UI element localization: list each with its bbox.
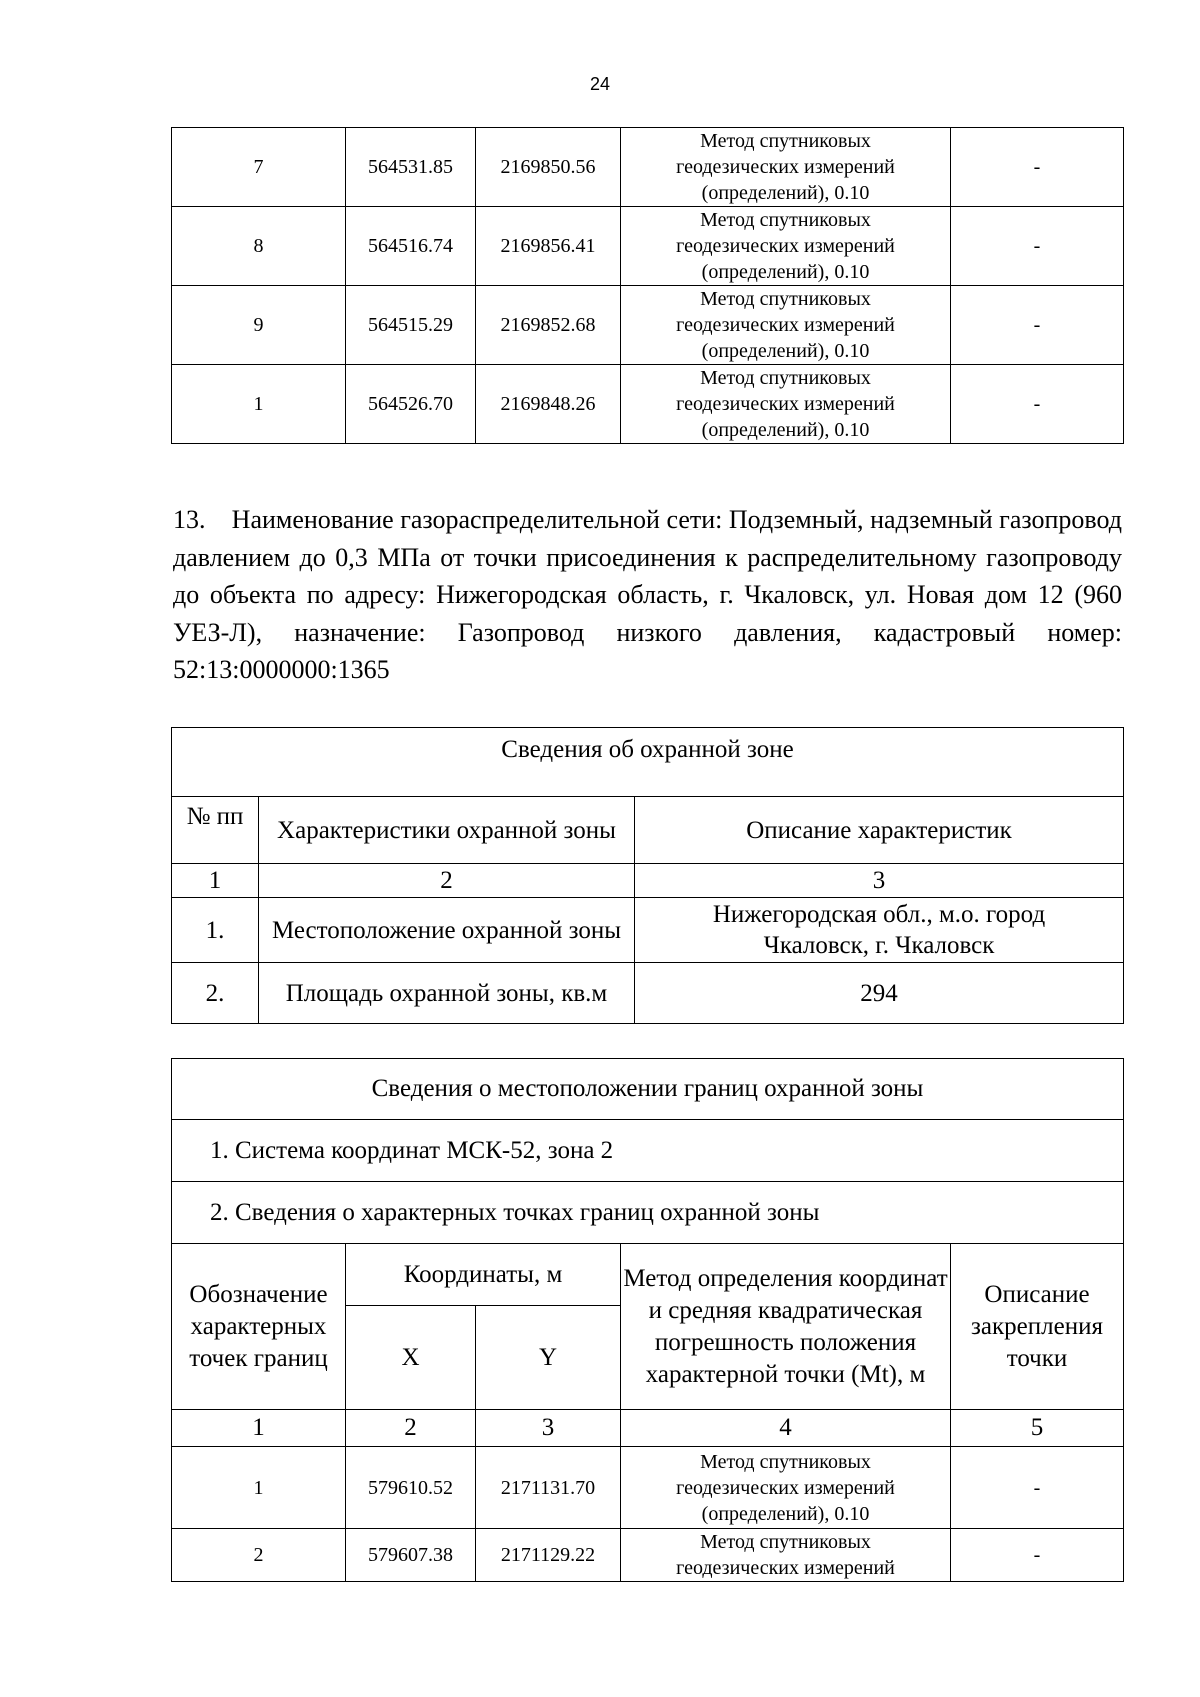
coordinates-table-continuation xyxy=(171,127,1124,444)
coord-x: 564516.74 xyxy=(346,207,476,286)
point-number: 9 xyxy=(172,286,346,365)
page-number: 24 xyxy=(589,74,611,94)
header-coordinates: Координаты, м xyxy=(346,1244,621,1306)
coord-x: 564526.70 xyxy=(346,365,476,444)
coord-y: 2169850.56 xyxy=(476,128,621,207)
method-line: геодезических измерений xyxy=(676,235,895,257)
fixing-description: - xyxy=(951,365,1124,444)
zone-table-title: Сведения об охранной зоне xyxy=(172,728,1124,797)
coord-x: 579607.38 xyxy=(346,1529,476,1582)
zone-column-number: 3 xyxy=(635,864,1124,898)
method-line: (определений), 0.10 xyxy=(701,182,870,204)
point-number: 8 xyxy=(172,207,346,286)
method-line: (определений), 0.10 xyxy=(701,340,870,362)
method-line: Метод спутниковых xyxy=(700,367,871,389)
zone-header-number: № пп xyxy=(172,797,259,864)
method-line: геодезических измерений xyxy=(676,1476,895,1499)
method-line: геодезических измерений xyxy=(676,156,895,178)
point-number: 1 xyxy=(172,1447,346,1529)
method xyxy=(621,1447,951,1529)
zone-column-number: 2 xyxy=(259,864,635,898)
zone-header-description: Описание характеристик xyxy=(635,797,1124,864)
coordinate-row xyxy=(172,128,1124,207)
method-line: (определений), 0.10 xyxy=(701,1502,870,1525)
method xyxy=(621,365,951,444)
coord-x: 564515.29 xyxy=(346,286,476,365)
bounds-column-number: 5 xyxy=(951,1410,1124,1447)
method-line: Метод спутниковых xyxy=(700,288,871,310)
method-line: геодезических измерений xyxy=(676,1557,895,1579)
fixing-description: - xyxy=(951,128,1124,207)
fixing-description: - xyxy=(951,286,1124,365)
method xyxy=(621,1529,951,1582)
method-line: Метод спутниковых xyxy=(700,209,871,231)
zone-row-name: Местоположение охранной зоны xyxy=(259,898,635,963)
coord-x: 564531.85 xyxy=(346,128,476,207)
coord-y: 2171129.22 xyxy=(476,1529,621,1582)
coord-y: 2169848.26 xyxy=(476,365,621,444)
coord-y: 2169856.41 xyxy=(476,207,621,286)
coordinate-row xyxy=(172,286,1124,365)
zone-column-number: 1 xyxy=(172,864,259,898)
zone-row-value: 294 xyxy=(635,963,1124,1024)
bounds-column-number: 1 xyxy=(172,1410,346,1447)
coordinate-row xyxy=(172,207,1124,286)
coord-y: 2171131.70 xyxy=(476,1447,621,1529)
method-line: Метод спутниковых xyxy=(700,1531,871,1553)
zone-row-value: Нижегородская обл., м.о. город Чкаловск, г. Чкаловск xyxy=(635,898,1124,963)
coordinate-row xyxy=(172,1447,1124,1529)
fixing-description: - xyxy=(951,207,1124,286)
fixing-description: - xyxy=(951,1529,1124,1582)
zone-row-number: 1. xyxy=(172,898,259,963)
boundary-points-line: 2. Сведения о характерных точках границ охранной зоны xyxy=(172,1182,1124,1244)
coordinate-row xyxy=(172,1529,1124,1582)
method-line: (определений), 0.10 xyxy=(701,419,870,441)
zone-row-name: Площадь охранной зоны, кв.м xyxy=(259,963,635,1024)
coordinate-row xyxy=(172,365,1124,444)
header-x: X xyxy=(346,1306,476,1410)
method-line: Метод спутниковых xyxy=(700,1450,871,1473)
zone-boundaries-table xyxy=(171,1058,1124,1582)
method xyxy=(621,286,951,365)
protection-zone-table xyxy=(171,727,1124,1024)
header-method: Метод определения координат и средняя квадратическая погрешность положения характерной точки (Mt), м xyxy=(621,1244,951,1410)
method-line: геодезических измерений xyxy=(676,314,895,336)
bounds-table-title: Сведения о местоположении границ охранной зоны xyxy=(172,1059,1124,1120)
method xyxy=(621,207,951,286)
method-line: Метод спутниковых xyxy=(700,130,871,152)
point-number: 2 xyxy=(172,1529,346,1582)
paragraph-13: 13. Наименование газораспределительной сети: Подземный, надземный газопровод давлением до 0,3 МПа от точки присоединения к распределительному газопроводу до объекта по адресу: Нижегородская область, г. Чкаловск, ул. Новая дом 12 (960 УЕЗ-Л), назначение: Газопровод низкого давления, кадастровый номер: 52:13:0000000:1365 xyxy=(173,505,1122,684)
point-number: 7 xyxy=(172,128,346,207)
fixing-description: - xyxy=(951,1447,1124,1529)
bounds-column-number: 4 xyxy=(621,1410,951,1447)
method-line: геодезических измерений xyxy=(676,393,895,415)
zone-header-characteristics: Характеристики охранной зоны xyxy=(259,797,635,864)
method xyxy=(621,128,951,207)
bounds-column-number: 2 xyxy=(346,1410,476,1447)
coord-y: 2169852.68 xyxy=(476,286,621,365)
coord-x: 579610.52 xyxy=(346,1447,476,1529)
bounds-column-number: 3 xyxy=(476,1410,621,1447)
header-fixing-description: Описание закрепления точки xyxy=(951,1244,1124,1410)
zone-row-number: 2. xyxy=(172,963,259,1024)
header-y: Y xyxy=(476,1306,621,1410)
method-line: (определений), 0.10 xyxy=(701,261,870,283)
point-number: 1 xyxy=(172,365,346,444)
coordinate-system-line: 1. Система координат МСК-52, зона 2 xyxy=(172,1120,1124,1182)
header-point-designation: Обозначение характерных точек границ xyxy=(172,1244,346,1410)
